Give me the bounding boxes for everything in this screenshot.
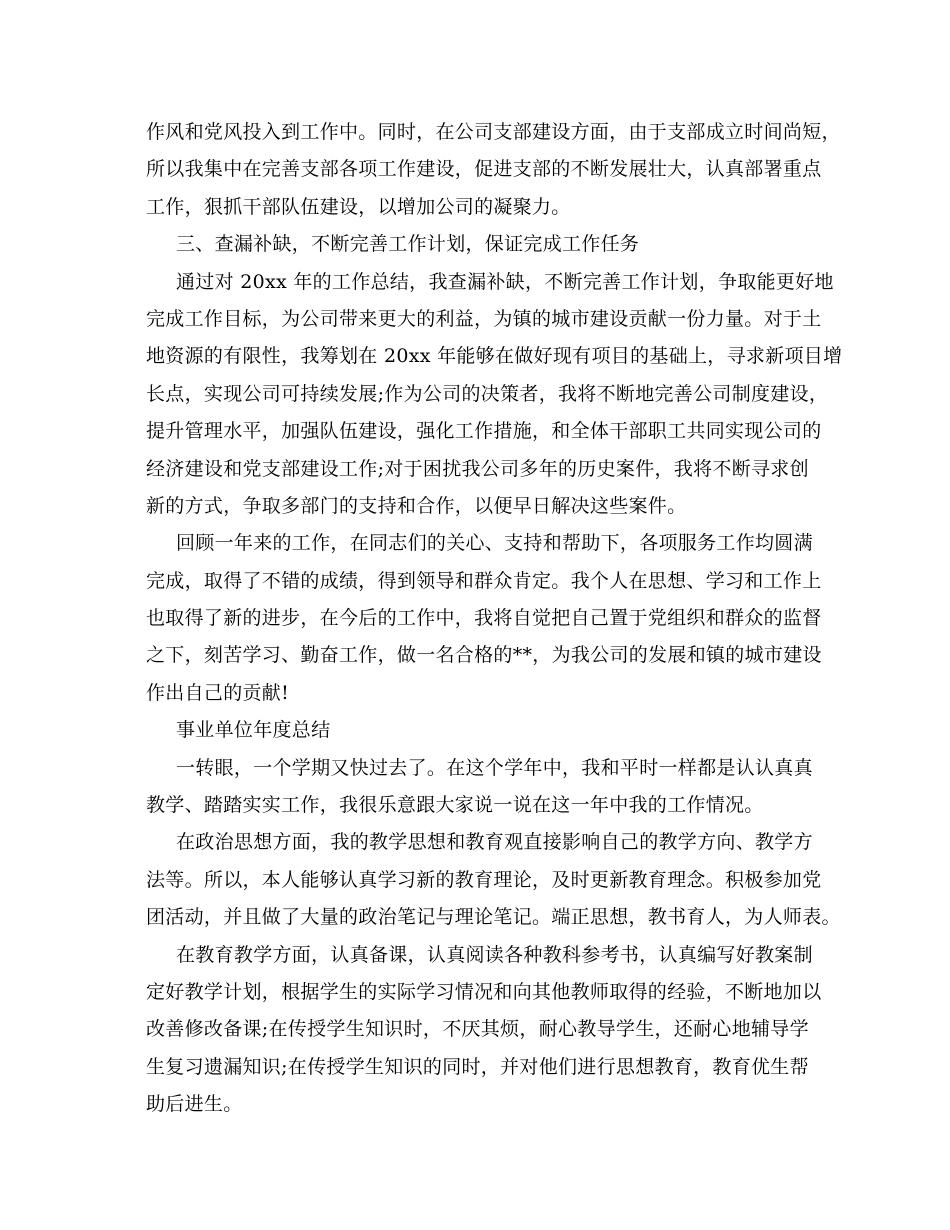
text-line: 长点，实现公司可持续发展;作为公司的决策者，我将不断地完善公司制度建设， <box>146 382 829 405</box>
text-line: 完成，取得了不错的成绩，得到领导和群众肯定。我个人在思想、学习和工作上 <box>146 569 822 592</box>
text-line: 也取得了新的进步，在今后的工作中，我将自觉把自己置于党组织和群众的监督 <box>146 607 822 630</box>
text-line: 法等。所以，本人能够认真学习新的教育理论，及时更新教育理念。积极参加党 <box>146 868 822 891</box>
text-line: 所以我集中在完善支部各项工作建设，促进支部的不断发展壮大，认真部署重点 <box>146 158 822 181</box>
text-line: 通过对 20xx 年的工作总结，我查漏补缺，不断完善工作计划，争取能更好地 <box>176 270 834 293</box>
text-line: 改善修改备课;在传授学生知识时，不厌其烦，耐心教导学生，还耐心地辅导学 <box>146 1018 809 1041</box>
text-line: 在政治思想方面，我的教学思想和教育观直接影响自己的教学方向、教学方 <box>176 831 813 854</box>
text-line: 教学、踏踏实实工作，我很乐意跟大家说一说在这一年中我的工作情况。 <box>146 794 764 817</box>
text-line: 作风和党风投入到工作中。同时，在公司支部建设方面，由于支部成立时间尚短， <box>146 121 841 143</box>
text-line: 生复习遗漏知识;在传授学生知识的同时，并对他们进行思想教育，教育优生帮 <box>146 1055 809 1078</box>
text-line: 之下，刻苦学习、勤奋工作，做一名合格的**，为我公司的发展和镇的城市建设 <box>146 644 822 667</box>
text-line: 助后进生。 <box>146 1093 243 1116</box>
text-line: 回顾一年来的工作，在同志们的关心、支持和帮助下，各项服务工作均圆满 <box>176 532 813 555</box>
text-line: 在教育教学方面，认真备课，认真阅读各种教科参考书，认真编写好教案制 <box>176 943 813 966</box>
text-line: 地资源的有限性，我筹划在 20xx 年能够在做好现有项目的基础上，寻求新项目增 <box>146 345 843 368</box>
text-line: 提升管理水平，加强队伍建设，强化工作措施，和全体干部职工共同实现公司的 <box>146 420 822 443</box>
section-heading: 事业单位年度总结 <box>176 719 331 742</box>
document-body <box>146 114 843 1124</box>
text-line: 完成工作目标，为公司带来更大的利益，为镇的城市建设贡献一份力量。对于土 <box>146 307 822 330</box>
text-line: 作出自己的贡献! <box>146 681 290 704</box>
text-line: 定好教学计划，根据学生的实际学习情况和向其他教师取得的经验，不断地加以 <box>146 980 822 1003</box>
text-line: 团活动，并且做了大量的政治笔记与理论笔记。端正思想，教书育人，为人师表。 <box>146 906 841 929</box>
text-line: 经济建设和党支部建设工作;对于困扰我公司多年的历史案件，我将不断寻求创 <box>146 457 809 480</box>
text-line: 新的方式，争取多部门的支持和合作，以便早日解决这些案件。 <box>146 494 687 517</box>
section-heading: 三、查漏补缺，不断完善工作计划，保证完成工作任务 <box>176 233 640 256</box>
text-line: 一转眼，一个学期又快过去了。在这个学年中，我和平时一样都是认认真真 <box>176 756 813 779</box>
text-line: 工作，狠抓干部队伍建设，以增加公司的凝聚力。 <box>146 195 571 218</box>
